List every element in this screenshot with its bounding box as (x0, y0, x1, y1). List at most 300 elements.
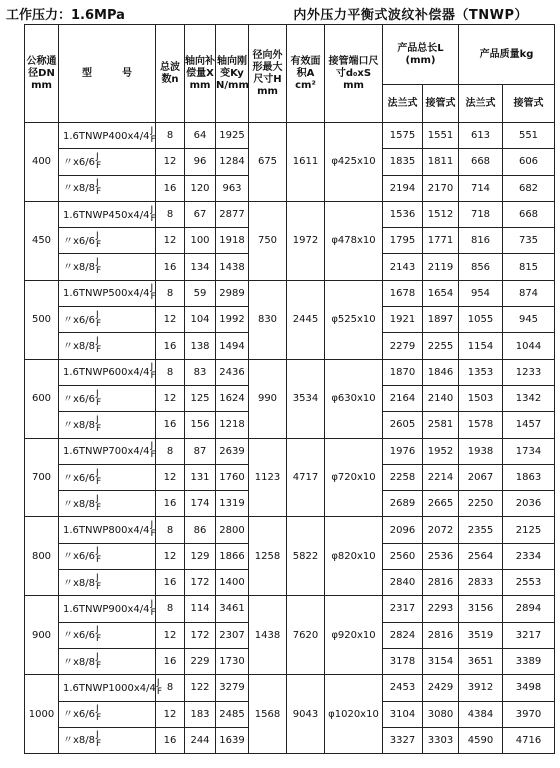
length-flange-cell: 2453 (383, 675, 423, 701)
length-flange-cell: 1835 (383, 149, 423, 175)
compensation-cell: 83 (185, 359, 216, 385)
model-suffix (96, 311, 101, 329)
mass-flange-cell: 2833 (459, 570, 503, 596)
col-header-model: 型 号 (59, 25, 156, 123)
waves-cell: 8 (156, 517, 185, 543)
table-row (25, 675, 555, 701)
length-weld-cell: 1952 (423, 438, 459, 464)
compensation-cell: 122 (185, 675, 216, 701)
dn-cell: 700 (25, 438, 59, 517)
suffix-bottom: F (96, 397, 102, 408)
model-cell (59, 543, 156, 569)
table-row (25, 438, 555, 464)
mass-flange-cell: 1154 (459, 333, 503, 359)
length-weld-cell: 1654 (423, 280, 459, 306)
length-weld-cell: 1811 (423, 149, 459, 175)
length-weld-cell: 2119 (423, 254, 459, 280)
length-flange-cell: 1575 (383, 123, 423, 149)
mass-weld-cell: 735 (503, 228, 555, 254)
suffix-bottom: F (96, 345, 102, 356)
suffix-top: J (96, 414, 99, 425)
mass-flange-cell: 714 (459, 175, 503, 201)
length-weld-cell: 2170 (423, 175, 459, 201)
model-name: 〃x6/6 (63, 630, 96, 642)
waves-cell: 16 (156, 491, 185, 517)
length-weld-cell: 2072 (423, 517, 459, 543)
table-row (25, 280, 555, 306)
model-name: 1.6TNWP900x4/4 (63, 603, 150, 615)
col-header-waves: 总波数n (156, 25, 185, 123)
waves-cell: 12 (156, 464, 185, 490)
model-cell (59, 123, 156, 149)
mass-weld-cell: 1342 (503, 385, 555, 411)
stiffness-cell: 1400 (216, 570, 249, 596)
model-cell (59, 517, 156, 543)
mass-weld-cell: 606 (503, 149, 555, 175)
document-header (4, 4, 554, 24)
col-header-mass-flange: 法兰式 (459, 85, 503, 123)
suffix-bottom: F (96, 160, 102, 171)
suffix-top: J (156, 677, 160, 688)
mass-flange-cell: 2250 (459, 491, 503, 517)
model-suffix (96, 495, 101, 513)
col-header-pipe-end: 接管端口尺寸d₀xS mm (325, 25, 383, 123)
model-cell (59, 359, 156, 385)
model-name: 〃x8/8 (63, 577, 96, 589)
model-name: 〃x8/8 (63, 656, 96, 668)
mass-weld-cell: 3389 (503, 648, 555, 674)
mass-weld-cell: 1233 (503, 359, 555, 385)
pipe-end-cell: φ820x10 (325, 517, 383, 596)
dn-cell: 600 (25, 359, 59, 438)
suffix-top: J (96, 230, 99, 241)
compensation-cell: 64 (185, 123, 216, 149)
compensation-cell: 156 (185, 412, 216, 438)
col-header-dn: 公称通径DN mm (25, 25, 59, 123)
length-weld-cell: 1551 (423, 123, 459, 149)
mass-flange-cell: 668 (459, 149, 503, 175)
model-suffix (96, 390, 101, 408)
model-suffix (151, 206, 156, 224)
model-suffix (96, 731, 101, 749)
outer-size-cell: 1258 (249, 517, 287, 596)
waves-cell: 16 (156, 570, 185, 596)
compensation-cell: 172 (185, 570, 216, 596)
col-header-mass-group: 产品质量kg (459, 25, 555, 85)
compensation-cell: 104 (185, 307, 216, 333)
model-suffix (151, 363, 156, 381)
length-flange-cell: 2164 (383, 385, 423, 411)
waves-cell: 12 (156, 385, 185, 411)
model-name: 〃x6/6 (63, 472, 96, 484)
model-suffix (96, 153, 101, 171)
length-flange-cell: 1870 (383, 359, 423, 385)
outer-size-cell: 1438 (249, 596, 287, 675)
length-flange-cell: 3327 (383, 727, 423, 753)
suffix-top: J (150, 283, 154, 294)
model-suffix (96, 705, 101, 723)
stiffness-cell: 2639 (216, 438, 249, 464)
length-flange-cell: 2279 (383, 333, 423, 359)
col-header-outer-size: 径向外形最大尺寸H mm (249, 25, 287, 123)
area-cell: 1611 (287, 123, 325, 202)
mass-weld-cell: 3498 (503, 675, 555, 701)
length-weld-cell: 2816 (423, 570, 459, 596)
length-weld-cell: 1897 (423, 307, 459, 333)
waves-cell: 8 (156, 596, 185, 622)
model-cell (59, 175, 156, 201)
suffix-top: J (150, 598, 154, 609)
document-title: 内外压力平衡式波纹补偿器（TNWP） (293, 8, 528, 23)
model-name: 1.6TNWP600x4/4 (63, 367, 150, 379)
mass-weld-cell: 2553 (503, 570, 555, 596)
length-weld-cell: 3080 (423, 701, 459, 727)
dn-cell: 450 (25, 201, 59, 280)
model-name: 1.6TNWP700x4/4 (63, 446, 150, 458)
mass-flange-cell: 1055 (459, 307, 503, 333)
model-suffix (151, 521, 156, 539)
model-name: 〃x6/6 (63, 393, 96, 405)
mass-flange-cell: 3912 (459, 675, 503, 701)
suffix-top: J (96, 651, 99, 662)
model-cell (59, 596, 156, 622)
model-suffix (151, 284, 156, 302)
suffix-bottom: F (96, 713, 102, 724)
waves-cell: 16 (156, 175, 185, 201)
length-weld-cell: 2293 (423, 596, 459, 622)
mass-weld-cell: 682 (503, 175, 555, 201)
length-weld-cell: 2581 (423, 412, 459, 438)
length-weld-cell: 3303 (423, 727, 459, 753)
suffix-top: J (96, 151, 99, 162)
col-header-length-group: 产品总长L (mm) (383, 25, 459, 85)
model-suffix (151, 442, 156, 460)
dn-cell: 900 (25, 596, 59, 675)
outer-size-cell: 1568 (249, 675, 287, 754)
suffix-bottom: F (96, 555, 102, 566)
mass-flange-cell: 954 (459, 280, 503, 306)
waves-cell: 8 (156, 123, 185, 149)
length-flange-cell: 2689 (383, 491, 423, 517)
mass-weld-cell: 3970 (503, 701, 555, 727)
mass-weld-cell: 551 (503, 123, 555, 149)
length-flange-cell: 2194 (383, 175, 423, 201)
waves-cell: 12 (156, 622, 185, 648)
mass-weld-cell: 2894 (503, 596, 555, 622)
waves-cell: 8 (156, 438, 185, 464)
table-body (25, 123, 555, 754)
outer-size-cell: 750 (249, 201, 287, 280)
model-suffix (96, 258, 101, 276)
compensation-cell: 229 (185, 648, 216, 674)
stiffness-cell: 1438 (216, 254, 249, 280)
pipe-end-cell: φ720x10 (325, 438, 383, 517)
stiffness-cell: 2436 (216, 359, 249, 385)
suffix-bottom: F (150, 134, 156, 145)
stiffness-cell: 1639 (216, 727, 249, 753)
length-weld-cell: 2214 (423, 464, 459, 490)
model-suffix (151, 600, 156, 618)
length-flange-cell: 1678 (383, 280, 423, 306)
suffix-top: J (150, 520, 154, 531)
suffix-bottom: F (96, 423, 102, 434)
mass-weld-cell: 1734 (503, 438, 555, 464)
mass-weld-cell: 1457 (503, 412, 555, 438)
pipe-end-cell: φ425x10 (325, 123, 383, 202)
suffix-top: J (150, 125, 154, 136)
compensation-cell: 114 (185, 596, 216, 622)
length-flange-cell: 1795 (383, 228, 423, 254)
model-name: 1.6TNWP1000x4/4 (63, 682, 156, 694)
dn-cell: 400 (25, 123, 59, 202)
col-header-mass-weld: 接管式 (503, 85, 555, 123)
mass-flange-cell: 3651 (459, 648, 503, 674)
compensation-cell: 174 (185, 491, 216, 517)
mass-flange-cell: 856 (459, 254, 503, 280)
compensation-cell: 125 (185, 385, 216, 411)
length-flange-cell: 1536 (383, 201, 423, 227)
model-suffix (157, 679, 162, 697)
col-header-length-flange: 法兰式 (383, 85, 423, 123)
model-suffix (96, 337, 101, 355)
model-cell (59, 333, 156, 359)
area-cell: 3534 (287, 359, 325, 438)
model-name: 〃x8/8 (63, 419, 96, 431)
stiffness-cell: 2989 (216, 280, 249, 306)
suffix-bottom: F (96, 266, 102, 277)
waves-cell: 16 (156, 254, 185, 280)
table-row (25, 517, 555, 543)
area-cell: 5822 (287, 517, 325, 596)
waves-cell: 8 (156, 280, 185, 306)
table-row (25, 123, 555, 149)
compensation-cell: 138 (185, 333, 216, 359)
length-flange-cell: 2605 (383, 412, 423, 438)
length-flange-cell: 3104 (383, 701, 423, 727)
mass-flange-cell: 1938 (459, 438, 503, 464)
mass-flange-cell: 718 (459, 201, 503, 227)
suffix-top: J (96, 178, 99, 189)
header-row (25, 25, 555, 85)
pipe-end-cell: φ630x10 (325, 359, 383, 438)
mass-weld-cell: 1863 (503, 464, 555, 490)
col-header-area: 有效面积A cm² (287, 25, 325, 123)
model-suffix (96, 653, 101, 671)
mass-weld-cell: 2125 (503, 517, 555, 543)
suffix-bottom: F (150, 450, 156, 461)
col-header-compensation: 轴向补偿量X mm (185, 25, 216, 123)
model-suffix (96, 179, 101, 197)
area-cell: 4717 (287, 438, 325, 517)
compensation-cell: 59 (185, 280, 216, 306)
compensation-cell: 100 (185, 228, 216, 254)
suffix-bottom: F (150, 371, 156, 382)
model-name: 〃x8/8 (63, 341, 96, 353)
outer-size-cell: 990 (249, 359, 287, 438)
waves-cell: 16 (156, 727, 185, 753)
dn-cell: 800 (25, 517, 59, 596)
suffix-top: J (150, 441, 154, 452)
model-cell (59, 280, 156, 306)
length-weld-cell: 2429 (423, 675, 459, 701)
mass-flange-cell: 2564 (459, 543, 503, 569)
pipe-end-cell: φ478x10 (325, 201, 383, 280)
model-name: 1.6TNWP500x4/4 (63, 288, 150, 300)
mass-weld-cell: 874 (503, 280, 555, 306)
length-weld-cell: 2816 (423, 622, 459, 648)
table-row (25, 596, 555, 622)
suffix-bottom: F (96, 739, 102, 750)
length-weld-cell: 1512 (423, 201, 459, 227)
compensation-cell: 67 (185, 201, 216, 227)
stiffness-cell: 1992 (216, 307, 249, 333)
suffix-top: J (96, 704, 99, 715)
mass-flange-cell: 4590 (459, 727, 503, 753)
model-cell (59, 149, 156, 175)
table-row (25, 359, 555, 385)
compensation-cell: 87 (185, 438, 216, 464)
model-cell (59, 570, 156, 596)
mass-flange-cell: 1578 (459, 412, 503, 438)
stiffness-cell: 3461 (216, 596, 249, 622)
length-weld-cell: 1846 (423, 359, 459, 385)
model-name: 〃x6/6 (63, 551, 96, 563)
suffix-top: J (96, 467, 99, 478)
pipe-end-cell: φ525x10 (325, 280, 383, 359)
suffix-bottom: F (96, 634, 102, 645)
waves-cell: 12 (156, 307, 185, 333)
model-name: 1.6TNWP400x4/4 (63, 130, 150, 142)
stiffness-cell: 1319 (216, 491, 249, 517)
suffix-bottom: F (96, 239, 102, 250)
suffix-bottom: F (96, 502, 102, 513)
suffix-top: J (96, 730, 99, 741)
model-suffix (96, 416, 101, 434)
mass-flange-cell: 1353 (459, 359, 503, 385)
length-flange-cell: 2096 (383, 517, 423, 543)
suffix-bottom: F (150, 292, 156, 303)
stiffness-cell: 1218 (216, 412, 249, 438)
length-weld-cell: 2536 (423, 543, 459, 569)
mass-flange-cell: 3156 (459, 596, 503, 622)
area-cell: 2445 (287, 280, 325, 359)
outer-size-cell: 675 (249, 123, 287, 202)
outer-size-cell: 830 (249, 280, 287, 359)
model-cell (59, 727, 156, 753)
mass-flange-cell: 2067 (459, 464, 503, 490)
dn-cell: 500 (25, 280, 59, 359)
mass-flange-cell: 4384 (459, 701, 503, 727)
length-weld-cell: 2255 (423, 333, 459, 359)
model-name: 〃x6/6 (63, 709, 96, 721)
model-cell (59, 648, 156, 674)
waves-cell: 12 (156, 149, 185, 175)
suffix-top: J (150, 204, 154, 215)
suffix-top: J (96, 625, 99, 636)
area-cell: 9043 (287, 675, 325, 754)
length-flange-cell: 2560 (383, 543, 423, 569)
suffix-top: J (150, 362, 154, 373)
model-cell (59, 385, 156, 411)
model-cell (59, 254, 156, 280)
pipe-end-cell: φ1020x10 (325, 675, 383, 754)
length-flange-cell: 1976 (383, 438, 423, 464)
model-cell (59, 228, 156, 254)
stiffness-cell: 2307 (216, 622, 249, 648)
compensation-cell: 134 (185, 254, 216, 280)
area-cell: 1972 (287, 201, 325, 280)
pipe-end-cell: φ920x10 (325, 596, 383, 675)
compensation-cell: 131 (185, 464, 216, 490)
model-cell (59, 622, 156, 648)
length-weld-cell: 2665 (423, 491, 459, 517)
model-cell (59, 464, 156, 490)
model-name: 〃x8/8 (63, 262, 96, 274)
waves-cell: 12 (156, 543, 185, 569)
waves-cell: 8 (156, 359, 185, 385)
mass-weld-cell: 3217 (503, 622, 555, 648)
model-suffix (96, 574, 101, 592)
model-name: 〃x8/8 (63, 735, 96, 747)
mass-flange-cell: 816 (459, 228, 503, 254)
compensation-cell: 172 (185, 622, 216, 648)
suffix-bottom: F (156, 686, 163, 697)
waves-cell: 12 (156, 228, 185, 254)
model-suffix (96, 547, 101, 565)
dn-cell: 1000 (25, 675, 59, 754)
model-cell (59, 701, 156, 727)
suffix-top: J (96, 388, 99, 399)
mass-weld-cell: 815 (503, 254, 555, 280)
length-flange-cell: 2824 (383, 622, 423, 648)
outer-size-cell: 1123 (249, 438, 287, 517)
length-weld-cell: 1771 (423, 228, 459, 254)
stiffness-cell: 1284 (216, 149, 249, 175)
mass-flange-cell: 3519 (459, 622, 503, 648)
model-suffix (151, 127, 156, 145)
stiffness-cell: 2800 (216, 517, 249, 543)
stiffness-cell: 963 (216, 175, 249, 201)
model-suffix (96, 626, 101, 644)
suffix-bottom: F (150, 607, 156, 618)
stiffness-cell: 1730 (216, 648, 249, 674)
working-pressure: 工作压力：1.6MPa (6, 8, 125, 23)
suffix-top: J (96, 493, 99, 504)
model-cell (59, 438, 156, 464)
length-flange-cell: 2258 (383, 464, 423, 490)
table-row (25, 201, 555, 227)
col-header-stiffness: 轴向刚变Ky N/mm (216, 25, 249, 123)
suffix-top: J (96, 336, 99, 347)
mass-flange-cell: 1503 (459, 385, 503, 411)
mass-weld-cell: 2334 (503, 543, 555, 569)
suffix-bottom: F (96, 660, 102, 671)
suffix-bottom: F (150, 213, 156, 224)
waves-cell: 12 (156, 701, 185, 727)
compensation-cell: 183 (185, 701, 216, 727)
compensation-cell: 86 (185, 517, 216, 543)
mass-weld-cell: 1044 (503, 333, 555, 359)
length-weld-cell: 3154 (423, 648, 459, 674)
model-cell (59, 491, 156, 517)
mass-flange-cell: 2355 (459, 517, 503, 543)
stiffness-cell: 1925 (216, 123, 249, 149)
model-name: 〃x8/8 (63, 498, 96, 510)
area-cell: 7620 (287, 596, 325, 675)
model-cell (59, 307, 156, 333)
model-cell (59, 201, 156, 227)
model-suffix (96, 232, 101, 250)
